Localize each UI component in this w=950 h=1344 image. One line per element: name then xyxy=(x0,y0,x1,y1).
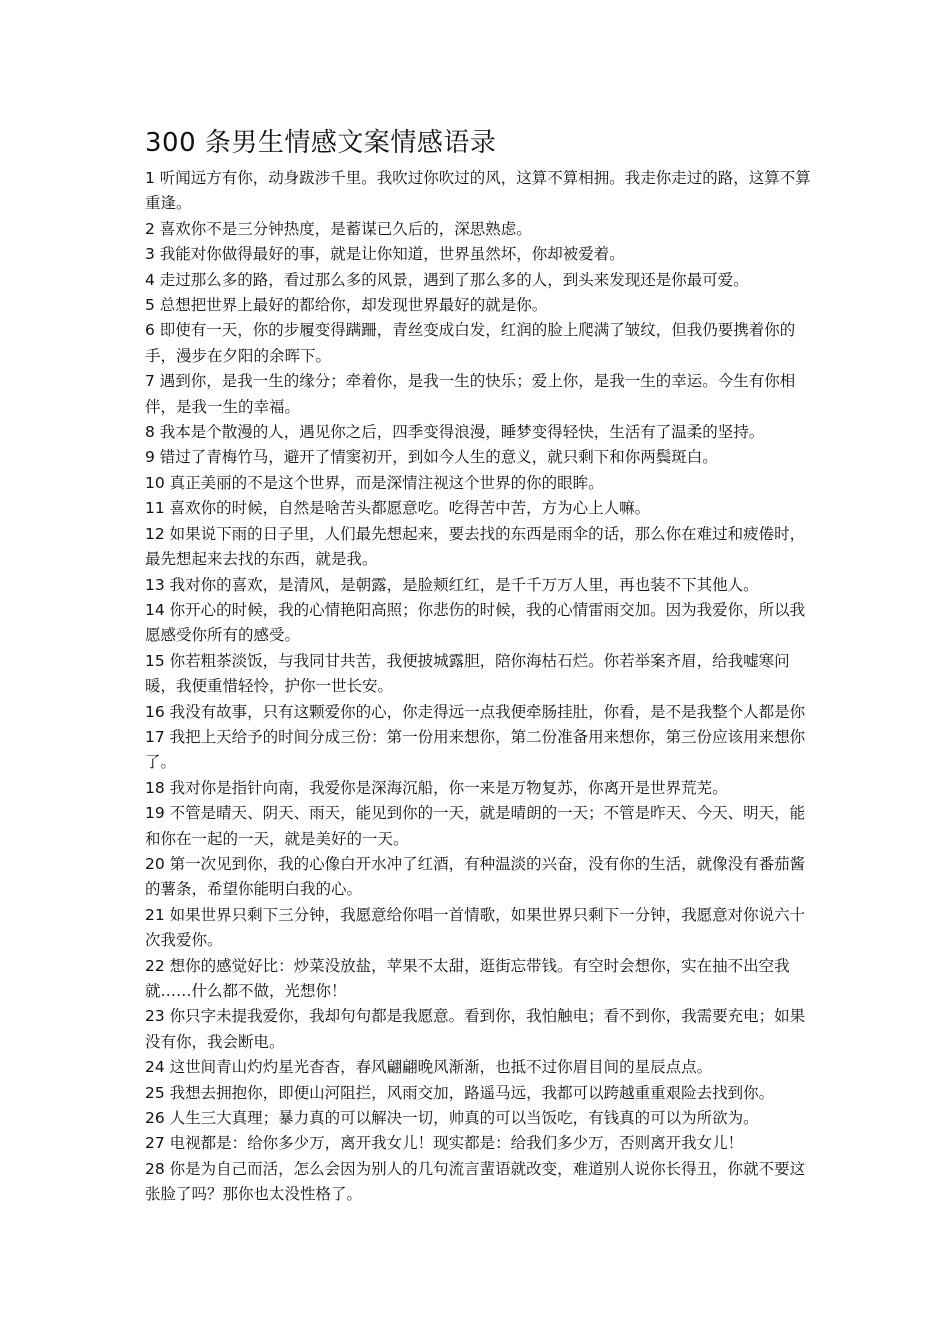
entry-22: 22 想你的感觉好比：炒菜没放盐，苹果不太甜，逛街忘带钱。有空时会想你，实在抽不出空我就……什么都不做，光想你！ xyxy=(145,956,790,1000)
entry-20: 20 第一次见到你，我的心像白开水冲了红酒，有种温淡的兴奋，没有你的生活，就像没有番茄酱的薯条，希望你能明白我的心。 xyxy=(145,854,806,899)
document-title: 300 条男生情感文案情感语录 xyxy=(145,128,497,158)
entry-5: 5 总想把世界上最好的都给你，却发现世界最好的就是你。 xyxy=(145,296,548,315)
entry-9: 9 错过了青梅竹马，避开了情窦初开，到如今人生的意义，就只剩下和你两鬓斑白。 xyxy=(145,448,718,467)
entry-6: 6 即使有一天，你的步履变得蹒跚，青丝变成白发，红润的脸上爬满了皱纹，但我仍要携着你的手，漫步在夕阳的余晖下。 xyxy=(145,321,796,365)
entry-26: 26 人生三大真理；暴力真的可以解决一切，帅真的可以当饭吃，有钱真的可以为所欲为。 xyxy=(145,1109,759,1128)
entry-7: 7 遇到你，是我一生的缘分；牵着你，是我一生的快乐；爱上你，是我一生的幸运。今生有你相伴，是我一生的幸福。 xyxy=(145,372,796,416)
entry-14: 14 你开心的时候，我的心情艳阳高照；你悲伤的时候，我的心情雷雨交加。因为我爱你，所以我愿感受你所有的感受。 xyxy=(145,600,806,645)
entry-19: 19 不管是晴天、阴天、雨天，能见到你的一天，就是晴朗的一天；不管是昨天、今天、明天，能和你在一起的一天，就是美好的一天。 xyxy=(145,804,806,848)
entry-23: 23 你只字未提我爱你，我却句句都是我愿意。看到你，我怕触电；看不到你，我需要充电；如果没有你，我会断电。 xyxy=(145,1007,806,1051)
entry-list xyxy=(145,166,813,1208)
entry-24: 24 这世间青山灼灼星光杳杳，春风翩翩晚风渐渐，也抵不过你眉目间的星辰点点。 xyxy=(145,1058,713,1077)
entry-13: 13 我对你的喜欢，是清风，是朝露，是脸颊红红，是千千万万人里，再也装不下其他人。 xyxy=(145,575,759,594)
entry-25: 25 我想去拥抱你，即便山河阻拦，风雨交加，路遥马远，我都可以跨越重重艰险去找到你。 xyxy=(145,1083,775,1102)
entry-18: 18 我对你是指针向南，我爱你是深海沉船，你一来是万物复苏，你离开是世界荒芜。 xyxy=(145,778,728,797)
entry-2: 2 喜欢你不是三分钟热度，是蓄谋已久后的，深思熟虑。 xyxy=(145,219,532,238)
entry-8: 8 我本是个散漫的人，遇见你之后，四季变得浪漫，睡梦变得轻快，生活有了温柔的坚持。 xyxy=(145,423,765,442)
entry-28: 28 你是为自己而活，怎么会因为别人的几句流言蜚语就改变，难道别人说你长得丑，你就不要这张脸了吗？那你也太没性格了。 xyxy=(145,1159,806,1204)
entry-15: 15 你若粗茶淡饭，与我同甘共苦，我便披城露胆，陪你海枯石烂。你若举案齐眉，给我嘘寒问暖，我便重惜轻怜，护你一世长安。 xyxy=(145,651,790,696)
entry-1: 1 听闻远方有你，动身跋涉千里。我吹过你吹过的风，这算不算相拥。我走你走过的路，这算不算重逢。 xyxy=(145,169,811,213)
entry-27: 27 电视都是：给你多少万，离开我女儿！现实都是：给我们多少万，否则离开我女儿！ xyxy=(145,1134,744,1153)
entry-10: 10 真正美丽的不是这个世界，而是深情注视这个世界的你的眼眸。 xyxy=(145,473,604,492)
entry-4: 4 走过那么多的路，看过那么多的风景，遇到了那么多的人，到头来发现还是你最可爱。 xyxy=(145,270,749,289)
entry-12: 12 如果说下雨的日子里，人们最先想起来，要去找的东西是雨伞的话，那么你在难过和疲倦时，最先想起来去找的东西，就是我。 xyxy=(145,524,806,569)
document-page xyxy=(145,126,813,1208)
entry-21: 21 如果世界只剩下三分钟，我愿意给你唱一首情歌，如果世界只剩下一分钟，我愿意对你说六十次我爱你。 xyxy=(145,905,806,950)
entry-16: 16 我没有故事，只有这颗爱你的心，你走得远一点我便牵肠挂肚，你看，是不是我整个人都是你 xyxy=(145,702,806,721)
entry-11: 11 喜欢你的时候，自然是啥苦头都愿意吃。吃得苦中苦，方为心上人嘛。 xyxy=(145,499,651,518)
entry-3: 3 我能对你做得最好的事，就是让你知道，世界虽然坏，你却被爱着。 xyxy=(145,245,625,264)
entry-17: 17 我把上天给予的时间分成三份：第一份用来想你，第二份准备用来想你，第三份应该用来想你了。 xyxy=(145,727,806,772)
